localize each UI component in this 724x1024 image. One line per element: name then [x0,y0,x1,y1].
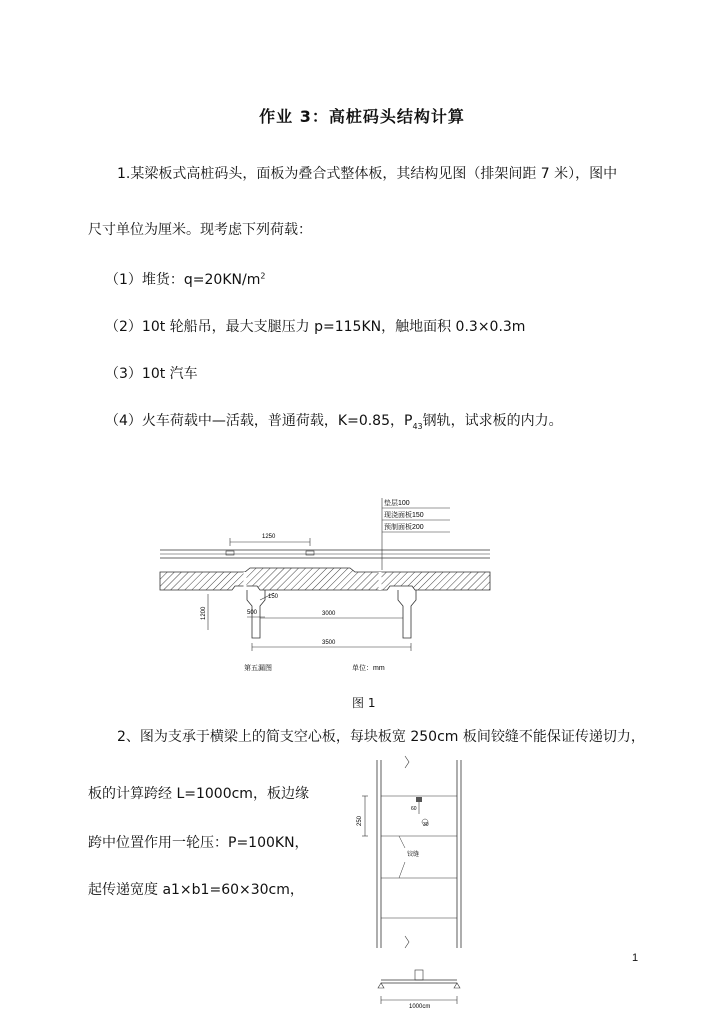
patch-label-a: 60 [411,806,417,812]
dimension-1250 [230,534,310,546]
layer-labels [382,498,450,570]
problem2-line3: 跨中位置作用一轮压：P=100KN， [88,835,309,851]
patch-label-b: 30 [423,822,429,828]
load-item-1-sup: 2 [260,271,266,281]
problem2-line4: 起传递宽度 a1×b1=60×30cm， [88,882,304,898]
dimension-1000cm-label: 1000cm [409,1004,431,1010]
dimension-3000-label: 3000 [322,611,336,617]
load-item-2: （2）10t 轮船吊，最大支腿压力 p=115KN，触地面积 0.3×0.3m [105,319,526,335]
dimension-500-label: 500 [247,610,258,616]
load-item-3: （3）10t 汽车 [105,366,198,382]
load-item-1 [105,269,265,289]
dimension-1250-label: 1250 [262,534,276,540]
problem2-line1: 2、图为支承于横梁上的简支空心板，每块板宽 250cm 板间铰缝不能保证传递切力， [117,729,645,745]
dimension-1000cm [381,996,457,1010]
load-item-1-text: （1）堆货：q=20KN/m [105,272,261,288]
load-item-4 [105,410,563,431]
figure-2-hollow-slab-plan [345,752,495,1014]
layer-label-cushion: 垫层100 [384,500,410,507]
figure-1-caption: 图 1 [352,696,376,710]
drawing-name: 第五漏图 [244,665,272,672]
problem1-line1: 1.某梁板式高桩码头，面板为叠合式整体板，其结构见图（排架间距 7 米），图中 [117,166,618,182]
dimension-1200-label: 1200 [201,606,207,620]
dimension-250-label: 250 [357,815,363,826]
load-item-4-text-post: 钢轨，试求板的内力。 [422,413,563,429]
dimension-150 [260,593,279,600]
wheel-load-patch [411,797,429,828]
deck-layers [160,550,490,558]
precast-slab-hatch [160,568,490,590]
dimension-150-label: 150 [268,594,279,600]
layer-label-cast-slab: 现浇面板150 [384,512,424,519]
layer-label-precast-slab: 预制面板200 [384,524,424,531]
hinge-joint-label-text: 铰缝 [407,852,420,858]
dimension-250 [357,796,368,836]
dimension-500 [247,610,265,617]
unit-label: 单位：mm [352,665,385,672]
load-item-4-text: （4）火车荷载中—活载，普通荷载，K=0.85，P [105,413,413,429]
figure-1-wharf-section [150,490,500,680]
dimension-3500 [252,640,411,651]
hinge-joint-label [399,836,419,878]
dimension-1200 [201,594,208,630]
problem1-line2: 尺寸单位为厘米。现考虑下列荷载： [88,222,312,238]
problem2-line2: 板的计算跨经 L=1000cm，板边缘 [88,786,309,802]
elevation-view [378,970,460,988]
page-number: 1 [632,952,639,964]
pile-right [398,590,416,638]
load-item-4-sub: 43 [412,421,423,431]
dimension-3500-label: 3500 [322,640,336,646]
page-title: 作业 3：高桩码头结构计算 [259,107,465,126]
dimension-3000 [260,611,403,618]
